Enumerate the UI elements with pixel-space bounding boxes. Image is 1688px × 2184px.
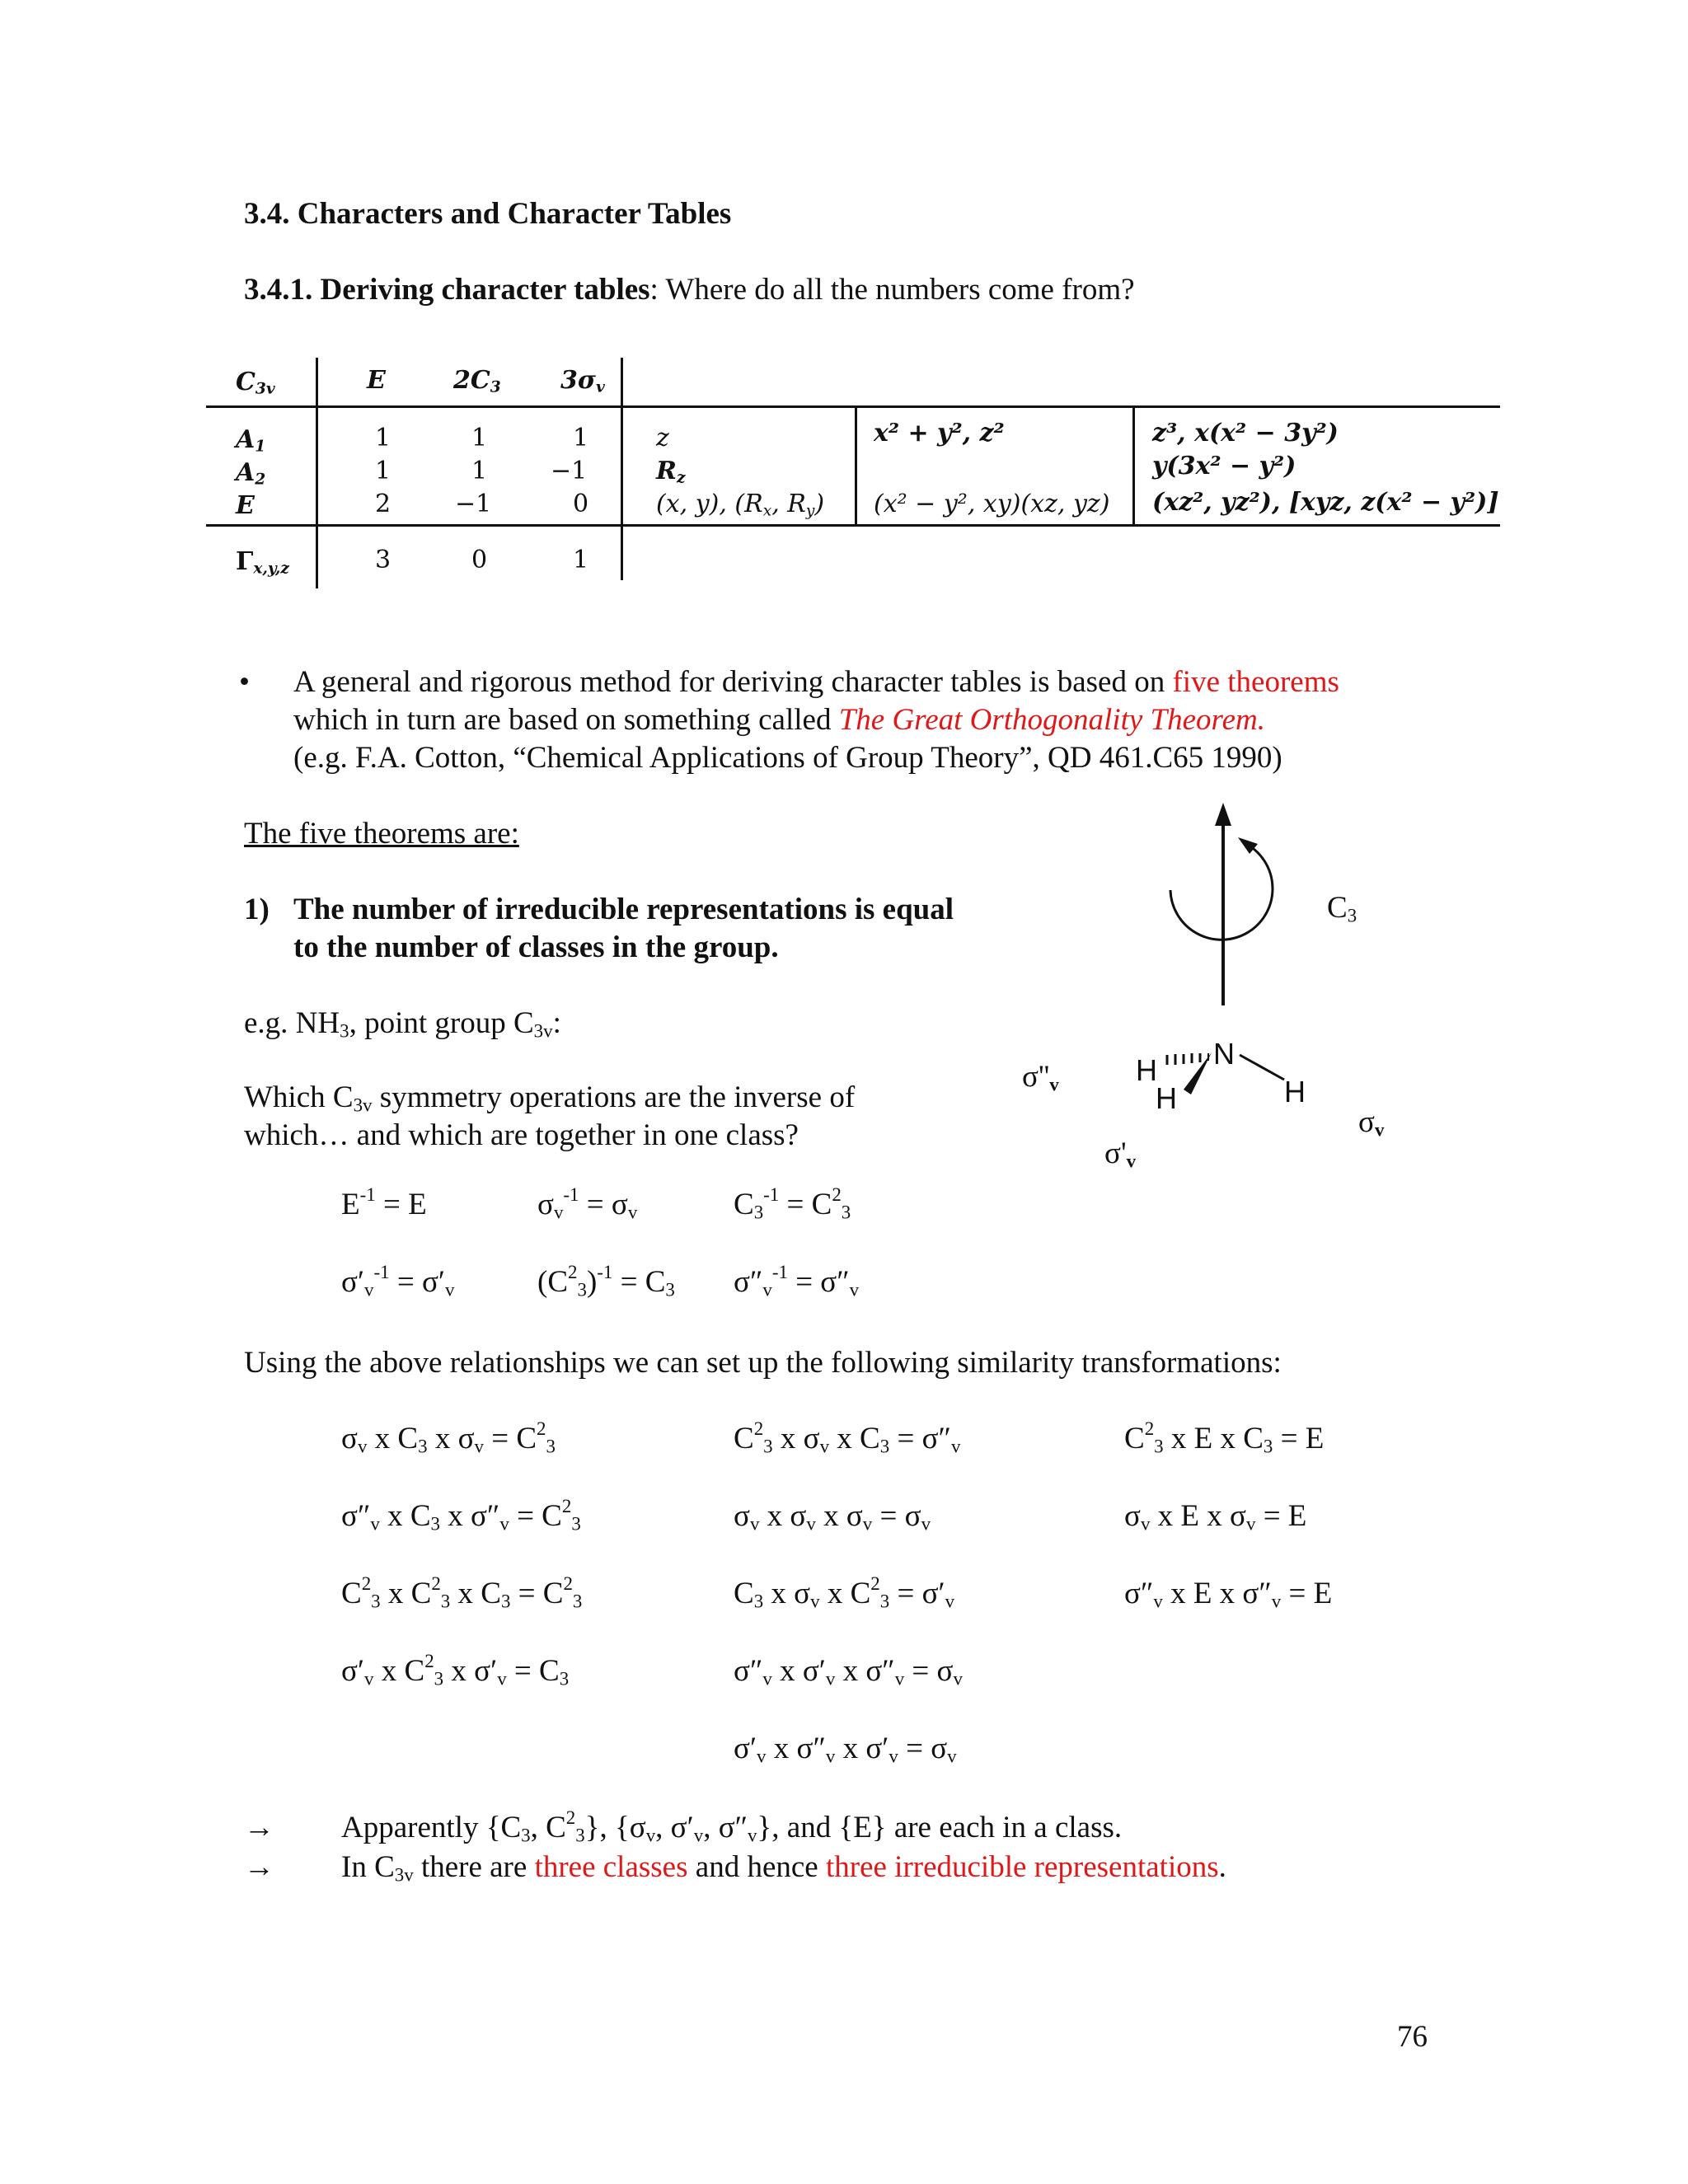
question-line-2: which… and which are together in one class?	[244, 1118, 799, 1152]
table-rule-top	[206, 405, 1500, 408]
irrep-a1: $A_1$	[236, 425, 266, 456]
op-header-c3: $2C_3$	[453, 366, 501, 396]
arrow-1: →	[244, 1811, 274, 1844]
transform-1-3: $C^2_3$ x $C^2_3$ x $C_3 = C^2_3$	[341, 1572, 583, 1612]
linear-z: z	[656, 424, 669, 452]
transform-2-4: $\sigma''_v$ x $\sigma'_v$ x $\sigma''_v = \sigma_v$	[734, 1654, 963, 1690]
atom-h-left: H	[1136, 1053, 1157, 1087]
bullet-line-3: (e.g. F.A. Cotton, “Chemical Applications of Group Theory”, QD 461.C65 1990)	[293, 741, 1282, 775]
transform-2-2: $\sigma_v$ x $\sigma_v$ x $\sigma_v = \sigma_v$	[734, 1499, 931, 1535]
char-a2-c3: 1	[471, 457, 488, 485]
subsection-question: : Where do all the numbers come from?	[649, 273, 1135, 307]
table-rule-quad	[855, 405, 857, 524]
three-irreps-highlight: three irreducible representations	[825, 1850, 1219, 1884]
five-theorems-label: The five theorems are:	[244, 817, 519, 851]
atom-h-right: H	[1284, 1075, 1306, 1108]
gamma-label: $\Gamma_{x,y,z}$	[236, 547, 289, 578]
example-line: e.g. $NH_3$, point group $C_{3v}$:	[244, 1006, 561, 1042]
linear-rz: $R_z$	[656, 457, 686, 487]
sigma-double-prime-label: $\sigma''_v$	[1022, 1060, 1059, 1095]
char-a1-c3: 1	[471, 424, 488, 452]
linear-xy: (x, y), ($R_x$, $R_y$)	[656, 490, 825, 520]
transform-1-2: $\sigma''_v$ x $C_3$ x $\sigma''_v = C^2_3$	[341, 1495, 581, 1535]
op-header-e: E	[367, 366, 386, 395]
inverse-e: $E^{-1} = E$	[341, 1183, 427, 1221]
cubic-3: (xz², yz²), [xyz, z(x² − y²)]	[1152, 488, 1499, 517]
point-group-label: $C_{3v}$	[236, 368, 275, 398]
char-e-e: 2	[375, 490, 392, 518]
irrep-e: E	[236, 491, 255, 520]
char-e-sigma: 0	[573, 490, 589, 518]
transform-1-1: $\sigma_v$ x $C_3$ x $\sigma_v = C^2_3$	[341, 1418, 556, 1457]
op-header-sigma: $3\sigma_v$	[560, 366, 605, 396]
atom-h-mid: H	[1156, 1081, 1177, 1115]
bullet-symbol: •	[239, 665, 250, 699]
conclusion-line-2: In $C_{3v}$ there are three classes and hence three irreducible representations.	[341, 1850, 1226, 1886]
char-a2-e: 1	[375, 457, 392, 485]
theorem-1-line-1: The number of irreducible representations is equal	[293, 893, 954, 926]
theorem-1-number: 1)	[244, 893, 270, 926]
transitional-sentence: Using the above relationships we can set up the following similarity transformations:	[244, 1346, 1282, 1380]
theorem-1-line-2: to the number of classes in the group.	[293, 930, 779, 964]
table-rule-bottom	[206, 524, 1500, 527]
arrow-2: →	[244, 1850, 274, 1884]
five-theorems-highlight: five theorems	[1172, 665, 1339, 699]
page-number: 76	[1397, 2020, 1428, 2054]
transform-3-1: $C^2_3$ x E x $C_3 = E$	[1124, 1418, 1325, 1457]
gamma-e: 3	[375, 546, 392, 574]
char-e-c3: −1	[455, 490, 492, 518]
irrep-a2: $A_2$	[236, 458, 266, 489]
character-table	[206, 358, 1500, 597]
three-classes-highlight: three classes	[534, 1850, 688, 1884]
table-rule-left	[316, 358, 318, 588]
c3-axis-drawing	[1022, 799, 1451, 1187]
table-rule-cubic	[1132, 405, 1135, 524]
transform-3-2: $\sigma_v$ x E x $\sigma_v = E$	[1124, 1499, 1307, 1535]
section-heading: 3.4. Characters and Character Tables	[244, 197, 732, 231]
bullet-line-1: A general and rigorous method for deriving character tables is based on five theorems	[293, 665, 1339, 699]
inverse-sigma-prime: $\sigma'_v^{-1} = \sigma'_v$	[341, 1261, 455, 1301]
c3-label: $C_3$	[1327, 891, 1357, 926]
gamma-c3: 0	[471, 546, 488, 574]
transform-2-1: $C^2_3$ x $\sigma_v$ x $C_3 = \sigma''_v$	[734, 1418, 961, 1457]
inverse-sigma: $\sigma_v^{-1} = \sigma_v$	[537, 1183, 638, 1223]
cubic-1: z³, x(x² − 3y²)	[1152, 419, 1339, 448]
transform-2-5: $\sigma'_v$ x $\sigma''_v$ x $\sigma'_v = \sigma_v$	[734, 1732, 957, 1767]
inverse-c3-squared: $(C^2_3)^{-1} = C_3$	[537, 1261, 675, 1301]
gamma-sigma: 1	[573, 546, 589, 574]
bullet-line-2: which in turn are based on something called The Great Orthogonality Theorem.	[293, 703, 1265, 737]
char-a1-e: 1	[375, 424, 392, 452]
nh3-symmetry-diagram	[1022, 799, 1451, 1187]
cubic-2: y(3x² − y²)	[1152, 452, 1296, 480]
table-rule-mid	[621, 358, 623, 580]
char-a1-sigma: 1	[573, 424, 589, 452]
question-line-1: Which $C_{3v}$ symmetry operations are the inverse of	[244, 1080, 856, 1116]
transform-1-4: $\sigma'_v$ x $C^2_3$ x $\sigma'_v = C_3$	[341, 1650, 570, 1690]
hashed-bond	[1162, 1047, 1228, 1071]
atom-n: N	[1213, 1037, 1235, 1071]
orthogonality-theorem-highlight: The Great Orthogonality Theorem.	[838, 703, 1265, 737]
subsection-heading	[244, 272, 1135, 307]
conclusion-line-1: Apparently {$C_3$, $C^2_3$}, {$\sigma_v$, $\sigma'_v$, $\sigma''_v$}, and {E} are each in a class.	[341, 1807, 1123, 1846]
inverse-sigma-double-prime: $\sigma''_v^{-1} = \sigma''_v$	[734, 1261, 860, 1301]
sigma-prime-label: $\sigma'_v$	[1104, 1137, 1137, 1172]
char-a2-sigma: −1	[551, 457, 588, 485]
quadratic-1: x² + y², z²	[874, 419, 1005, 448]
inverse-c3: $C_3^{-1} = C^2_3$	[734, 1183, 851, 1223]
transform-3-3: $\sigma''_v$ x E x $\sigma''_v = E$	[1124, 1577, 1333, 1612]
subsection-title: 3.4.1. Deriving character tables	[244, 273, 650, 307]
transform-2-3: $C_3$ x $\sigma_v$ x $C^2_3 = \sigma'_v$	[734, 1572, 955, 1612]
quadratic-2: (x² − y², xy)(xz, yz)	[874, 490, 1110, 518]
sigma-label: $\sigma_v$	[1358, 1105, 1385, 1141]
